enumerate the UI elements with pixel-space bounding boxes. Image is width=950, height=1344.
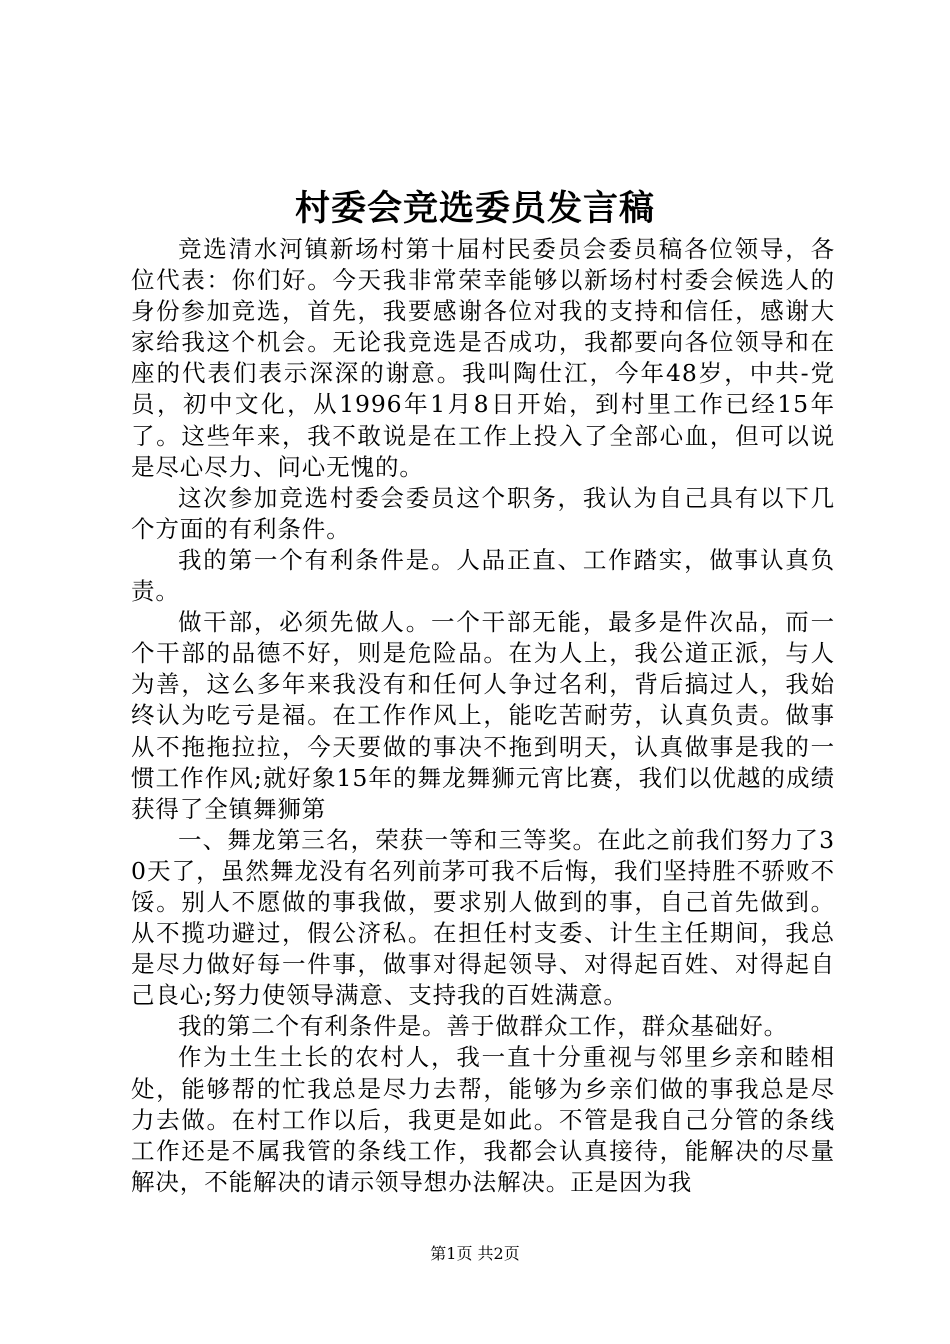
document-body (131, 234, 835, 1198)
paragraph: 我的第二个有利条件是。善于做群众工作，群众基础好。 (178, 1012, 788, 1041)
page-number-footer: 第1页 共2页 (430, 1244, 520, 1263)
document-title: 村委会竞选委员发言稿 (294, 188, 655, 229)
paragraph: 竞选清水河镇新场村第十届村民委员会委员稿各位领导，各位代表：你们好。今天我非常荣幸能够以新场村村委会候选人的身份参加竞选，首先，我要感谢各位对我的支持和信任，感谢大家给我这个机会。无论我竞选是否成功，我都要向各位领导和在座的代表们表示深深的谢意。我叫陶仕江，今年48岁，中共-党员，初中文化，从1996年1月8日开始，到村里工作已经15年了。这些年来，我不敢说是在工作上投入了全部心血，但可以说是尽心尽力、问心无愧的。 (131, 235, 835, 481)
paragraph: 做干部，必须先做人。一个干部无能，最多是件次品，而一个干部的品德不好，则是危险品。在为人上，我公道正派，与人为善，这么多年来我没有和任何人争过名利，背后搞过人，我始终认为吃亏是福。在工作作风上，能吃苦耐劳，认真负责。做事从不拖拖拉拉，今天要做的事决不拖到明天，认真做事是我的一惯工作作风;就好象15年的舞龙舞狮元宵比赛，我们以优越的成绩获得了全镇舞狮第 (131, 608, 835, 823)
paragraph: 一、舞龙第三名，荣获一等和三等奖。在此之前我们努力了30天了，虽然舞龙没有名列前茅可我不后悔，我们坚持胜不骄败不馁。别人不愿做的事我做，要求别人做到的事，自己首先做到。从不揽功避过，假公济私。在担任村支委、计生主任期间，我总是尽力做好每一件事，做事对得起领导、对得起百姓、对得起自己良心;努力使领导满意、支持我的百姓满意。 (131, 825, 835, 1010)
paragraph: 这次参加竞选村委会委员这个职务，我认为自己具有以下几个方面的有利条件。 (131, 483, 835, 543)
paragraph: 我的第一个有利条件是。人品正直、工作踏实，做事认真负责。 (131, 545, 835, 606)
paragraph: 作为土生土长的农村人，我一直十分重视与邻里乡亲和睦相处，能够帮的忙我总是尽力去帮，能够为乡亲们做的事我总是尽力去做。在村工作以后，我更是如此。不管是我自己分管的条线工作还是不属我管的条线工作，我都会认真接待，能解决的尽量解决，不能解决的请示领导想办法解决。正是因为我 (131, 1043, 835, 1196)
